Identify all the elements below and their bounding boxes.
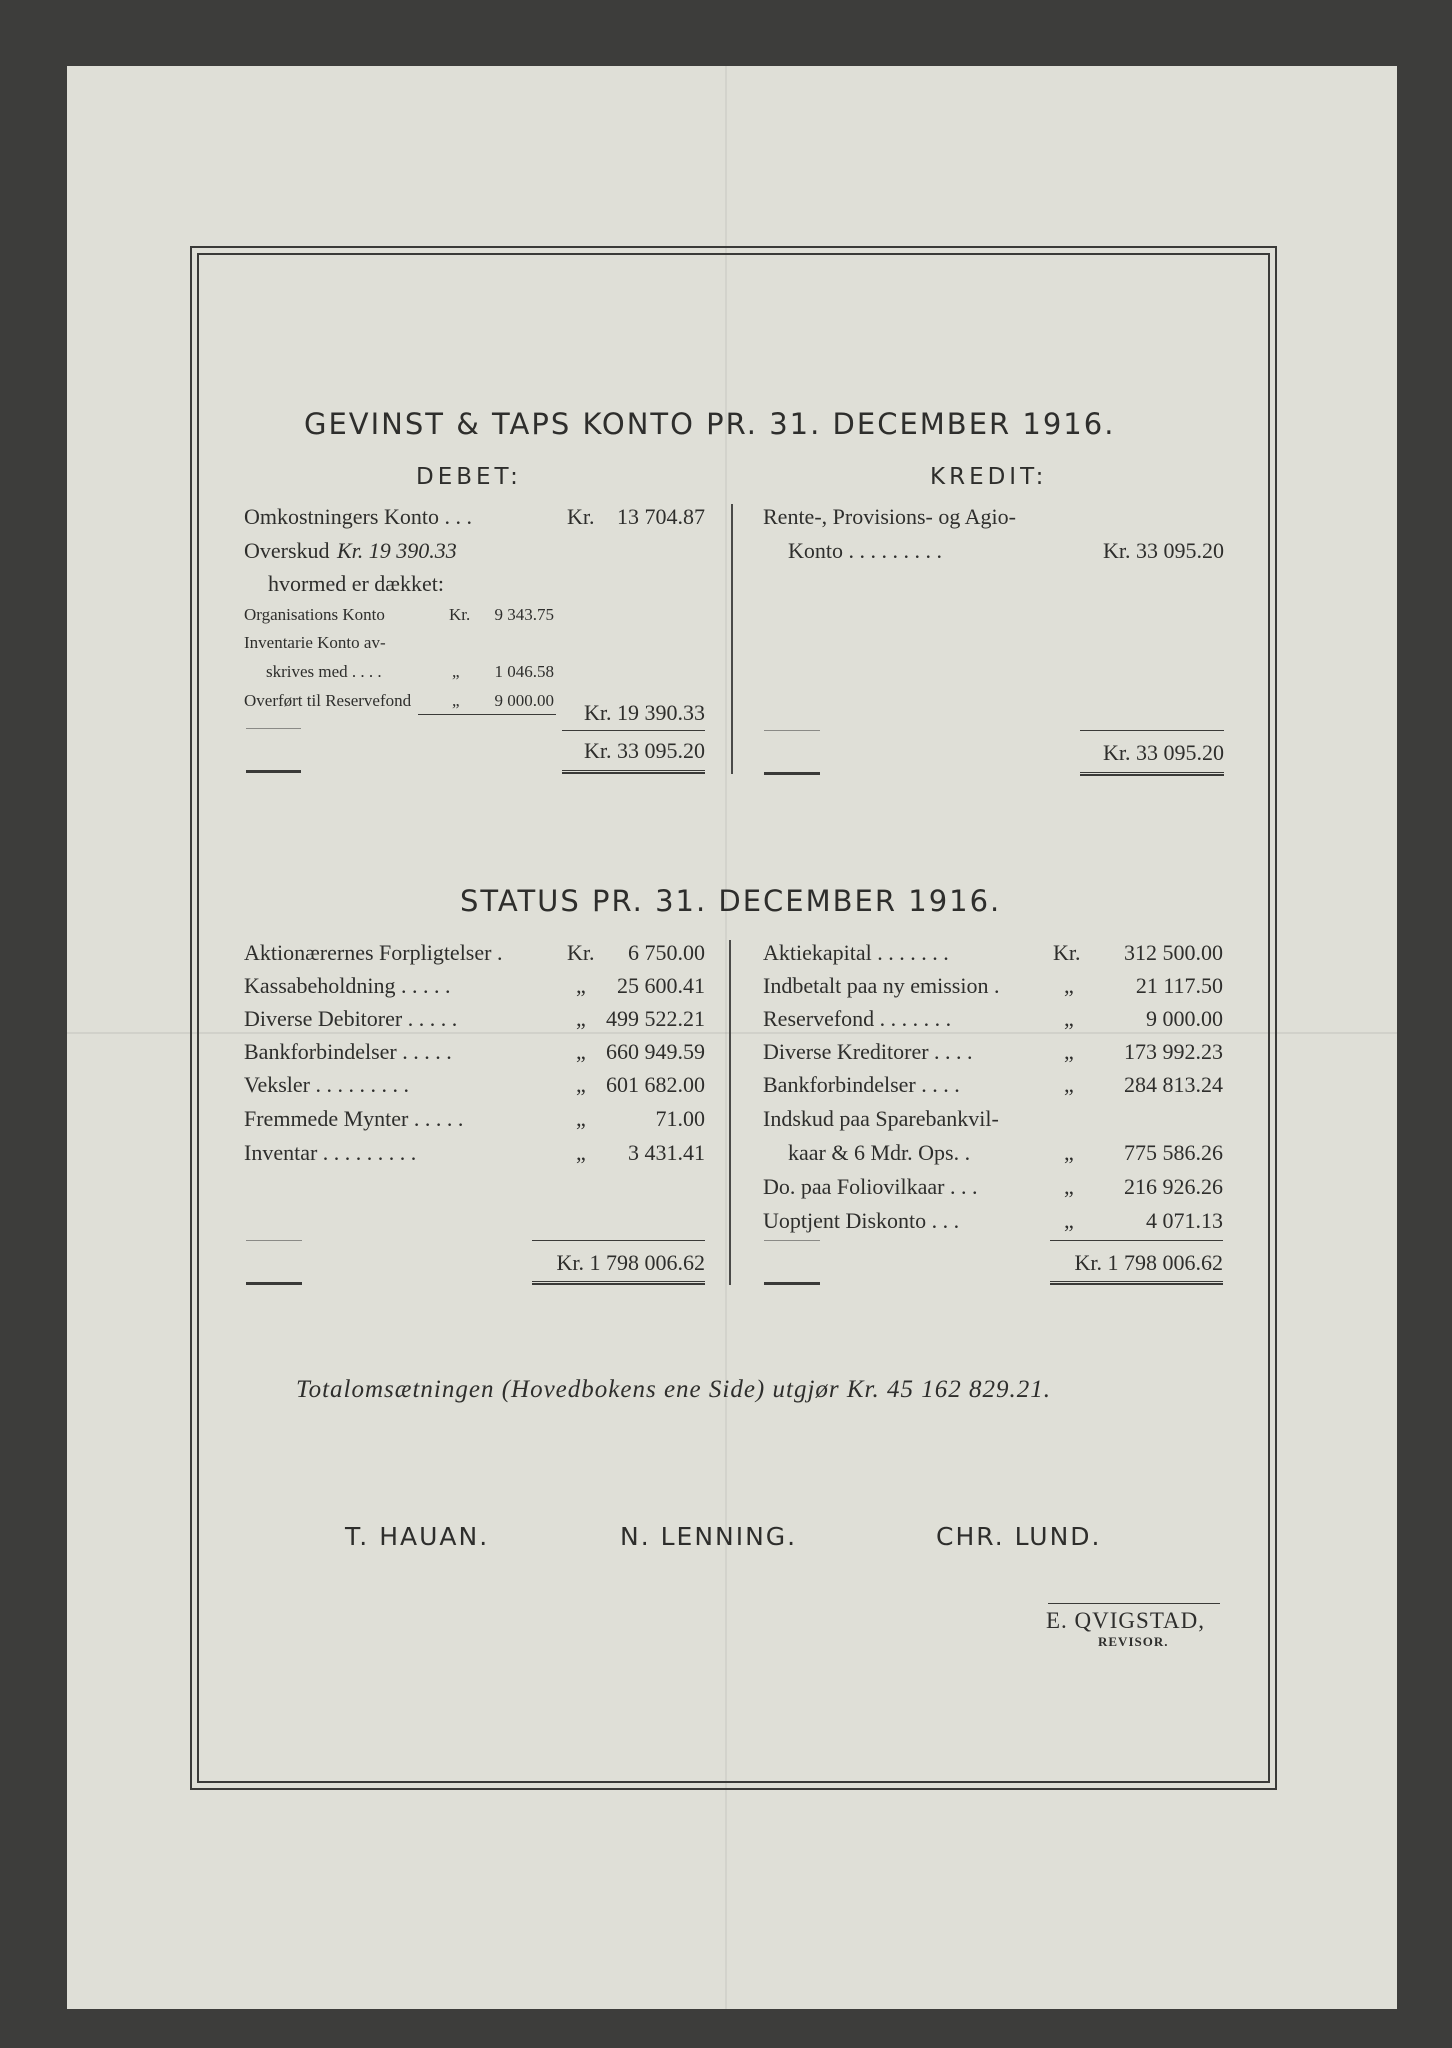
status-left-currency-6: „ [576,1106,586,1131]
kredit-sum-topline [1080,730,1224,731]
kredit-amount: Kr. 33 095.20 [1103,538,1224,563]
subtotal-underline [418,714,556,715]
status-left-currency-4: „ [576,1039,586,1064]
status-right-currency-5: „ [1064,1072,1074,1097]
status-right-sum-topline [1050,1240,1223,1241]
status-right-amount-5: 284 813.24 [1124,1072,1223,1097]
status-right-amount-4: 173 992.23 [1124,1039,1223,1064]
signature-1: T. HAUAN. [345,1522,490,1551]
status-left-dash [246,1282,302,1285]
overfort-label: Overført til Reservefond [244,691,412,710]
kredit-heading: KREDIT: [930,464,1048,490]
omkostninger-label: Omkostningers Konto . . . [244,504,472,529]
kredit-line-1: Rente-, Provisions- og Agio- [763,504,1016,529]
debet-sum-topline [562,730,705,731]
status-left-amount-1: 6 750.00 [628,940,705,965]
status-left-label-2: Kassabeholdning . . . . . [244,973,451,998]
status-right-sum-double-rule [1050,1281,1223,1285]
status-right-dash [764,1282,820,1285]
status-right-amount-2: 21 117.50 [1135,973,1223,998]
status-left-currency-2: „ [576,973,586,998]
gevinst-divider [731,504,733,774]
skrives-currency: „ [452,662,460,681]
status-right-amount-8: 216 926.26 [1124,1174,1223,1199]
status-title: STATUS PR. 31. DECEMBER 1916. [460,884,1002,918]
status-left-sum-double-rule [532,1281,705,1285]
status-left-amount-6: 71.00 [655,1106,705,1131]
status-left-label-5: Veksler . . . . . . . . . [244,1072,409,1097]
revisor-title: REVISOR. [1098,1634,1169,1649]
status-right-label-6: Indskud paa Sparebankvil- [763,1106,999,1131]
debet-sum-double-rule [562,770,705,774]
kredit-dash [764,772,820,775]
status-left-currency-5: „ [576,1072,586,1097]
status-right-label-1: Aktiekapital . . . . . . . [763,940,949,965]
omkostninger-amount: 13 704.87 [617,504,705,529]
skrives-label: skrives med . . . . [266,662,382,681]
status-right-amount-9: 4 071.13 [1146,1208,1223,1233]
revisor-name: E. QVIGSTAD, [1046,1608,1206,1633]
overfort-currency: „ [452,691,460,710]
signature-3: CHR. LUND. [936,1522,1102,1551]
debet-heading: DEBET: [416,464,522,490]
status-right-currency-4: „ [1064,1039,1074,1064]
status-right-currency-9: „ [1064,1208,1074,1233]
status-right-label-8: Do. paa Foliovilkaar . . . [763,1174,978,1199]
status-right-currency-8: „ [1064,1174,1074,1199]
status-left-amount-3: 499 522.21 [606,1006,705,1031]
overskud-label: Overskud [244,538,330,563]
skrives-amount: 1 046.58 [494,662,554,681]
signature-2: N. LENNING. [620,1522,798,1551]
debet-sum: Kr. 33 095.20 [584,738,705,763]
status-right-dash-thin [764,1240,820,1241]
organisations-amount: 9 343.75 [494,605,554,624]
status-left-dash-thin [246,1240,302,1241]
status-right-sum: Kr. 1 798 006.62 [1074,1250,1223,1275]
status-left-label-1: Aktionærernes Forpligtelser . [244,940,503,965]
status-left-amount-7: 3 431.41 [628,1140,705,1165]
status-right-currency-2: „ [1064,973,1074,998]
status-right-currency-3: „ [1064,1006,1074,1031]
status-left-currency-3: „ [576,1006,586,1031]
kredit-sum: Kr. 33 095.20 [1103,740,1224,765]
status-right-currency-7: „ [1064,1140,1074,1165]
status-right-amount-7: 775 586.26 [1124,1140,1223,1165]
status-left-currency-1: Kr. [567,940,595,965]
overfort-amount: 9 000.00 [494,691,554,710]
status-divider [729,940,731,1285]
status-left-sum-topline [532,1240,705,1241]
status-left-label-7: Inventar . . . . . . . . . [244,1140,417,1165]
status-right-label-7: kaar & 6 Mdr. Ops. . [788,1140,971,1165]
inventarie-label: Inventarie Konto av- [244,633,386,652]
kredit-dash-thin [764,730,820,731]
gevinst-title: GEVINST & TAPS KONTO PR. 31. DECEMBER 1916. [304,407,1116,441]
kredit-sum-double-rule [1080,772,1224,776]
debet-dash [246,770,301,773]
debet-dash-thin [246,728,301,729]
status-right-label-2: Indbetalt paa ny emission . [763,973,1000,998]
status-right-label-4: Diverse Kreditorer . . . . [763,1039,973,1064]
total-turnover-line: Totalomsætningen (Hovedbokens ene Side) utgjør Kr. 45 162 829.21. [296,1376,1052,1403]
daekket-label: hvormed er dækket: [268,571,444,596]
status-left-label-4: Bankforbindelser . . . . . [244,1039,452,1064]
status-left-amount-4: 660 949.59 [606,1039,705,1064]
overskud-total: Kr. 19 390.33 [584,700,705,725]
status-right-amount-3: 9 000.00 [1146,1006,1223,1031]
status-left-amount-5: 601 682.00 [606,1072,705,1097]
status-left-label-3: Diverse Debitorer . . . . . [244,1006,458,1031]
status-left-amount-2: 25 600.41 [617,973,705,998]
omkostninger-currency: Kr. [567,504,595,529]
overskud-amount: Kr. 19 390.33 [337,538,457,563]
status-right-label-9: Uoptjent Diskonto . . . [763,1208,960,1233]
status-left-currency-7: „ [576,1140,586,1165]
organisations-currency: Kr. [449,605,471,624]
organisations-label: Organisations Konto [244,605,385,624]
revisor-line [1048,1603,1220,1604]
status-left-sum: Kr. 1 798 006.62 [556,1250,705,1275]
status-right-currency-1: Kr. [1053,940,1081,965]
status-right-label-3: Reservefond . . . . . . . [763,1006,952,1031]
status-right-label-5: Bankforbindelser . . . . [763,1072,960,1097]
status-right-amount-1: 312 500.00 [1124,940,1223,965]
kredit-line-2: Konto . . . . . . . . . [788,538,942,563]
status-left-label-6: Fremmede Mynter . . . . . [244,1106,464,1131]
